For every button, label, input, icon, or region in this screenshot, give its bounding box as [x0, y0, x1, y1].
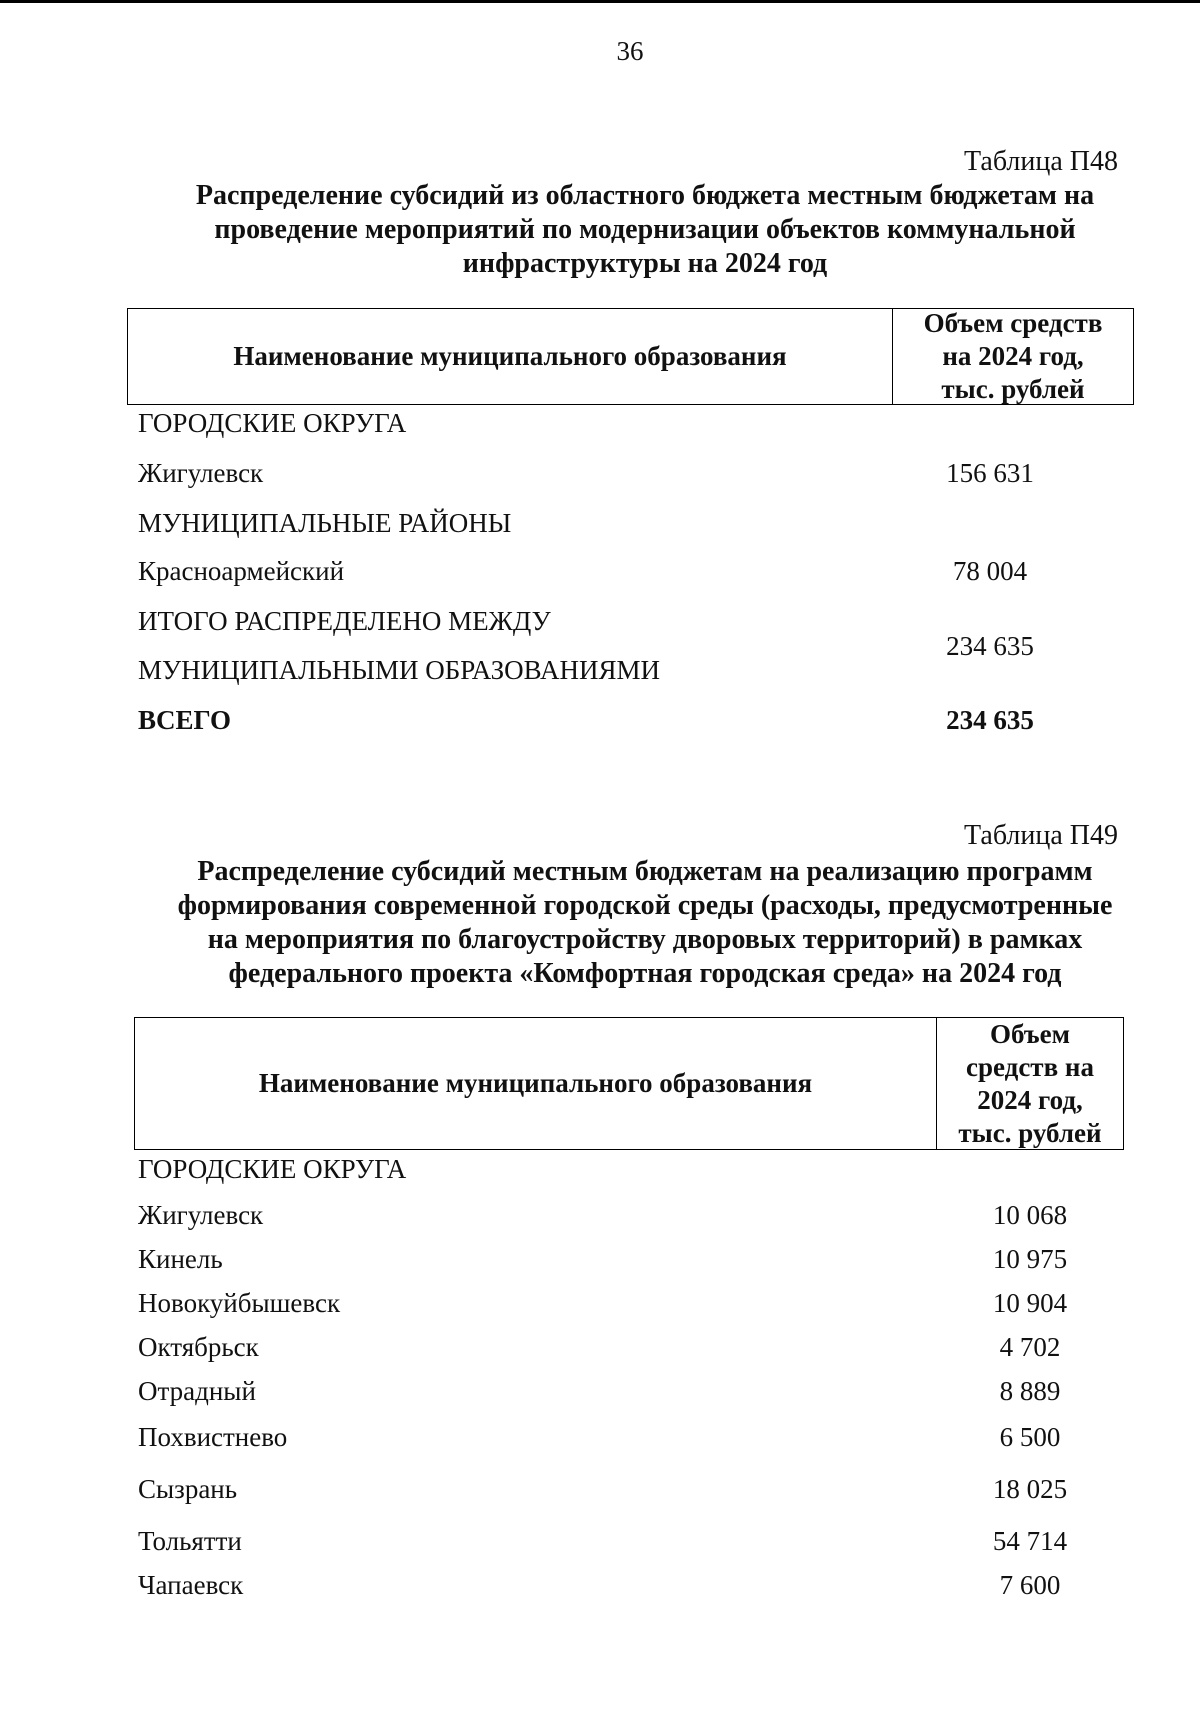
table49-title-line: формирования современной городской среды (расходы, предусмотренные — [177, 890, 1113, 921]
table49-title-line: на мероприятия по благоустройству дворовых территорий) в рамках — [207, 924, 1083, 955]
table49-header-volume-line: 2024 год, — [977, 1084, 1083, 1115]
table49-title-line: федерального проекта «Комфортная городская среда» на 2024 год — [228, 958, 1062, 989]
table48-grand-total-value: 234 635 — [946, 705, 1034, 735]
table49-row-name: Сызрань — [138, 1474, 238, 1504]
table49-label: Таблица П49 — [964, 820, 1118, 851]
table49-row-name: Кинель — [138, 1244, 223, 1274]
table48-total-value: 234 635 — [946, 631, 1034, 661]
table48-header-volume-line: тыс. рублей — [941, 374, 1085, 404]
table48-header-name: Наименование муниципального образования — [233, 341, 787, 371]
table49-row-value: 7 600 — [999, 1570, 1061, 1600]
table49-header-volume-line: средств на — [966, 1051, 1094, 1082]
table48-title-line: проведение мероприятий по модернизации объектов коммунальной — [214, 214, 1076, 245]
table48-row-name: Жигулевск — [138, 458, 264, 488]
table49-row-value: 10 975 — [992, 1244, 1068, 1274]
table49-header-volume-line: тыс. рублей — [958, 1117, 1102, 1148]
table48-title — [100, 179, 1190, 281]
table48-header-volume — [892, 309, 1133, 404]
table48-row-name: Красноармейский — [138, 556, 345, 586]
table48-section-municipal-districts: МУНИЦИПАЛЬНЫЕ РАЙОНЫ — [138, 508, 512, 538]
table49-row-name: Тольятти — [138, 1526, 242, 1556]
table48-label: Таблица П48 — [964, 146, 1118, 177]
table48-header-volume-line: Объем средств — [923, 308, 1103, 338]
table49-title-line: Распределение субсидий местным бюджетам на реализацию программ — [197, 856, 1093, 887]
table48-title-line: Распределение субсидий из областного бюджета местным бюджетам на — [195, 180, 1095, 211]
table49-row-value: 18 025 — [992, 1474, 1068, 1504]
page-top-border — [0, 0, 1200, 3]
table49-header-volume-line: Объем — [990, 1018, 1070, 1049]
table48-header-volume-line: на 2024 год, — [942, 341, 1084, 371]
table49-row-name: Жигулевск — [138, 1200, 264, 1230]
table48-total-label-line1: ИТОГО РАСПРЕДЕЛЕНО МЕЖДУ — [138, 606, 551, 636]
table49-row-value: 4 702 — [999, 1332, 1061, 1362]
table49-header — [134, 1017, 1124, 1150]
table49-row-name: Чапаевск — [138, 1570, 244, 1600]
page-number: 36 — [616, 36, 644, 66]
table48-row-value: 78 004 — [952, 556, 1028, 586]
table49-row-value: 10 904 — [992, 1288, 1068, 1318]
table49-row-name: Похвистнево — [138, 1422, 288, 1452]
table49-row-name: Октябрьск — [138, 1332, 259, 1362]
table48-row-value: 156 631 — [946, 458, 1034, 488]
table49-section-city-districts: ГОРОДСКИЕ ОКРУГА — [138, 1154, 407, 1184]
table49-header-name: Наименование муниципального образования — [258, 1068, 813, 1098]
table49-row-value: 6 500 — [999, 1422, 1061, 1452]
table49-row-name: Отрадный — [138, 1376, 256, 1406]
table49-header-volume — [936, 1018, 1123, 1149]
table48-total-label-line2: МУНИЦИПАЛЬНЫМИ ОБРАЗОВАНИЯМИ — [138, 655, 660, 685]
table48-section-city-districts: ГОРОДСКИЕ ОКРУГА — [138, 408, 407, 438]
table48-title-line: инфраструктуры на 2024 год — [462, 248, 828, 279]
table49-row-value: 54 714 — [992, 1526, 1068, 1556]
table48-grand-total-label: ВСЕГО — [138, 705, 232, 735]
table49-title — [100, 855, 1190, 991]
table48-header — [127, 308, 1134, 405]
table49-row-name: Новокуйбышевск — [138, 1288, 341, 1318]
table49-row-value: 8 889 — [999, 1376, 1061, 1406]
table49-row-value: 10 068 — [992, 1200, 1068, 1230]
